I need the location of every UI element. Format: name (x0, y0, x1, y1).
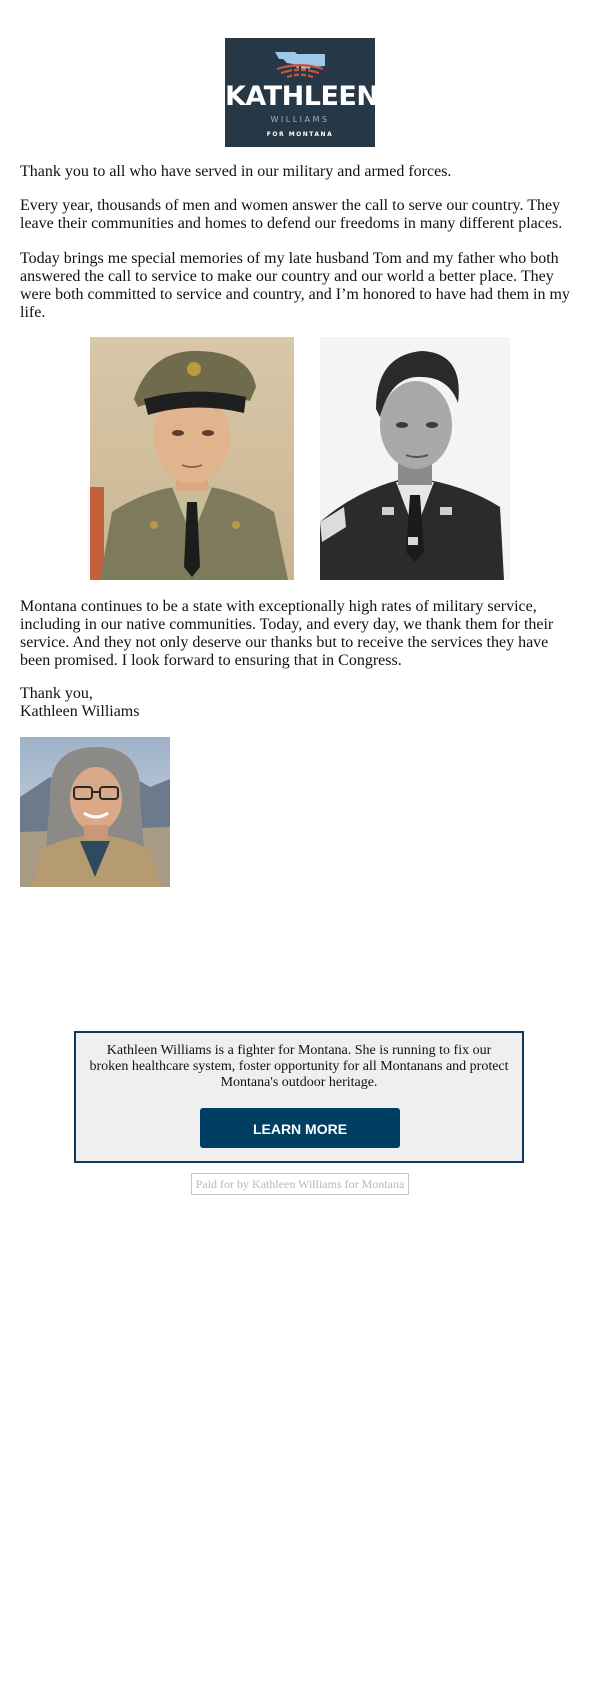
paid-for-disclaimer: Paid for by Kathleen Williams for Montana (191, 1173, 409, 1195)
logo-subtitle: WILLIAMS (270, 115, 330, 124)
paragraph-montana-service: Montana continues to be a state with exceptionally high rates of military service, including in our native communities. Today, and every day, we thank them for their service. And they not only deserve our thanks but to receive the services they have been promised. I look forward to ensuring that in Congress. (20, 598, 554, 669)
paragraph-thanks: Thank you to all who have served in our military and armed forces. (20, 163, 452, 180)
photo-kathleen-williams (20, 737, 170, 887)
promo-box (74, 1031, 524, 1163)
logo-name: KATHLEEN (225, 81, 379, 112)
montana-map-icon (273, 50, 327, 80)
signature-name: Kathleen Williams (20, 703, 140, 720)
photo-husband-tom (90, 337, 294, 580)
paragraph-memories: Today brings me special memories of my late husband Tom and my father who both answered the call to service to make our country and our world a better place. They were both committed to service and country, and I’m honored to have had them in my life. (20, 250, 570, 321)
learn-more-button[interactable]: LEARN MORE (200, 1108, 400, 1148)
paragraph-service: Every year, thousands of men and women answer the call to serve our country. They leave their communities and homes to defend our freedoms in many different places. (20, 197, 563, 232)
campaign-logo[interactable] (225, 38, 379, 147)
signoff: Thank you, (20, 685, 93, 702)
photo-father (320, 337, 510, 580)
logo-tagline: FOR MONTANA (266, 131, 334, 138)
promo-text: Kathleen Williams is a fighter for Montana. She is running to fix our broken healthcare system, foster opportunity for all Montanans and protect Montana's outdoor heritage. (89, 1043, 509, 1090)
